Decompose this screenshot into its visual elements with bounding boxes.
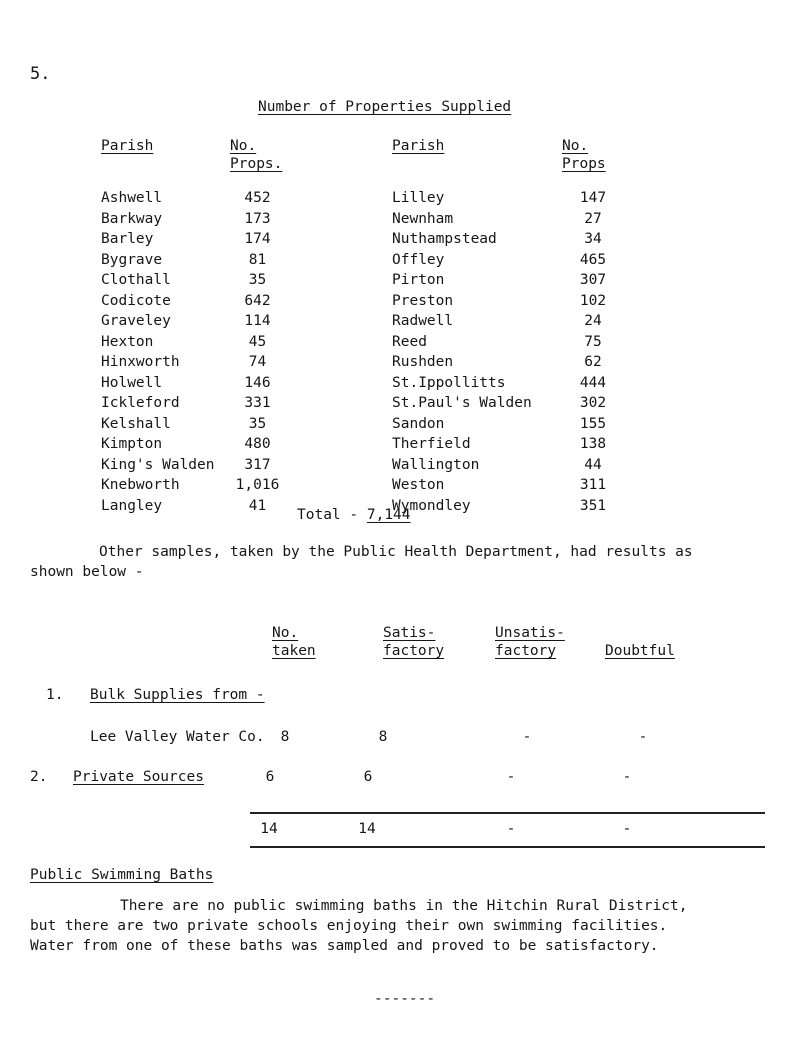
- count-right-cell: 147: [579, 190, 607, 206]
- count-left-cell: 74: [248, 354, 267, 370]
- parish-left-cell: Graveley: [101, 313, 171, 329]
- parish-left-cell: Hinxworth: [101, 354, 180, 370]
- table-row: [0, 312, 800, 333]
- parish-right-cell: Rushden: [392, 354, 454, 370]
- other-samples-intro-line1: Other samples, taken by the Public Health Department, had results as: [99, 544, 693, 560]
- count-left-cell: 45: [248, 333, 267, 350]
- parish-left-cell: Kelshall: [101, 415, 171, 432]
- table-row: [0, 456, 800, 477]
- item2-number: 2.: [30, 769, 48, 785]
- totals-satis-value: 14: [358, 821, 376, 837]
- parish-right-cell: St.Ippollitts: [392, 374, 506, 391]
- table-row: [0, 251, 800, 272]
- totals-bottom-rule: [250, 846, 765, 848]
- count-right-cell: 311: [579, 477, 607, 493]
- end-mark: -------: [374, 991, 436, 1007]
- parish-right-cell: Preston: [392, 292, 454, 309]
- table-row: [0, 394, 800, 415]
- header-no-right: No.: [562, 138, 589, 154]
- parish-left-cell: Barkway: [101, 210, 163, 227]
- total-line: [297, 506, 411, 524]
- count-left-cell: 35: [248, 272, 267, 288]
- item1-unsatis-value: -: [522, 729, 532, 745]
- parish-right-cell: Therfield: [392, 436, 471, 452]
- count-right-cell: 302: [579, 395, 607, 411]
- count-left-cell: 146: [244, 374, 271, 391]
- count-right-cell: 465: [579, 251, 607, 268]
- item1-source: Lee Valley Water Co.: [90, 729, 265, 745]
- table-row: [0, 415, 800, 436]
- item1-doubtful-value: -: [638, 729, 648, 745]
- count-right-cell: 444: [579, 374, 607, 391]
- header-unsatisfactory: factory: [495, 643, 557, 659]
- item1-heading: Bulk Supplies from -: [90, 687, 265, 703]
- parish-left-cell: Langley: [101, 497, 163, 514]
- count-left-cell: 1,016: [235, 477, 280, 493]
- count-left-cell: 480: [244, 436, 271, 452]
- count-left-cell: 452: [244, 190, 271, 206]
- parish-left-cell: Codicote: [101, 292, 171, 309]
- parish-left-cell: Bygrave: [101, 251, 163, 268]
- parish-left-cell: Knebworth: [101, 477, 180, 493]
- swimming-para-line3: Water from one of these baths was sampled and proved to be satisfactory.: [30, 938, 659, 954]
- count-right-cell: 307: [579, 272, 607, 288]
- table-row: [0, 476, 800, 497]
- item2-doubtful-value: -: [622, 769, 632, 785]
- header-satisfactory: factory: [383, 643, 445, 659]
- header-parish-right: Parish: [392, 138, 445, 154]
- count-left-cell: 173: [244, 210, 271, 227]
- header-doubtful: Doubtful: [605, 643, 675, 659]
- swimming-heading: Public Swimming Baths: [30, 867, 214, 883]
- parish-left-cell: Clothall: [101, 272, 171, 288]
- parish-right-cell: Sandon: [392, 415, 445, 432]
- swimming-para-line1: There are no public swimming baths in the Hitchin Rural District,: [120, 898, 688, 914]
- table-row: [0, 292, 800, 313]
- header-satis: Satis-: [383, 625, 436, 641]
- header-parish-left: Parish: [101, 138, 154, 154]
- item2-heading: Private Sources: [73, 769, 204, 785]
- count-right-cell: 62: [584, 354, 602, 370]
- count-right-cell: 27: [584, 210, 602, 227]
- parish-right-cell: St.Paul's Walden: [392, 395, 532, 411]
- count-right-cell: 138: [579, 436, 607, 452]
- totals-no-value: 14: [260, 821, 278, 837]
- header-taken: taken: [272, 643, 316, 659]
- parish-right-cell: Nuthampstead: [392, 231, 497, 247]
- parish-right-cell: Wymondley: [392, 497, 471, 514]
- header-no: No.: [272, 625, 299, 641]
- parish-left-cell: Barley: [101, 231, 154, 247]
- header-props-left: Props.: [230, 156, 283, 172]
- parish-left-cell: King's Walden: [101, 456, 215, 473]
- total-label: Total: [297, 507, 341, 523]
- totals-top-rule: [250, 812, 765, 814]
- parish-right-cell: Radwell: [392, 313, 454, 329]
- count-left-cell: 41: [248, 497, 267, 514]
- count-right-cell: 102: [579, 292, 607, 309]
- count-left-cell: 174: [244, 231, 271, 247]
- table-row: [0, 230, 800, 251]
- item1-number: 1.: [46, 687, 64, 703]
- swimming-para-line2: but there are two private schools enjoying their own swimming facilities.: [30, 918, 668, 934]
- total-dash: -: [349, 507, 359, 523]
- parish-right-cell: Offley: [392, 251, 445, 268]
- table-row: [0, 353, 800, 374]
- parish-right-cell: Weston: [392, 477, 445, 493]
- parish-right-cell: Pirton: [392, 272, 445, 288]
- header-props-right: Props: [562, 156, 606, 172]
- parish-left-cell: Kimpton: [101, 436, 163, 452]
- table-row: [0, 333, 800, 354]
- other-samples-intro-line2: shown below -: [30, 564, 144, 580]
- parish-left-cell: Ickleford: [101, 395, 180, 411]
- count-left-cell: 642: [244, 292, 271, 309]
- parish-right-cell: Lilley: [392, 190, 445, 206]
- total-value: 7,144: [366, 507, 411, 523]
- parish-left-cell: Hexton: [101, 333, 154, 350]
- parish-left-cell: Ashwell: [101, 190, 163, 206]
- table-row: [0, 374, 800, 395]
- count-right-cell: 34: [584, 231, 602, 247]
- table-row: [0, 189, 800, 210]
- count-left-cell: 114: [244, 313, 271, 329]
- parish-left-cell: Holwell: [101, 374, 163, 391]
- count-right-cell: 24: [584, 313, 602, 329]
- parish-right-cell: Wallington: [392, 456, 480, 473]
- item2-no-value: 6: [265, 769, 275, 785]
- table-row: [0, 210, 800, 231]
- header-unsatis: Unsatis-: [495, 625, 565, 641]
- item1-satis-value: 8: [378, 729, 388, 745]
- count-right-cell: 44: [584, 456, 602, 473]
- count-left-cell: 35: [248, 415, 267, 432]
- totals-unsatis-value: -: [506, 821, 516, 837]
- header-no-left: No.: [230, 138, 257, 154]
- table-row: [0, 435, 800, 456]
- properties-table-body: [0, 189, 800, 517]
- parish-right-cell: Newnham: [392, 210, 454, 227]
- page-number: 5.: [30, 64, 51, 84]
- item2-unsatis-value: -: [506, 769, 516, 785]
- item2-satis-value: 6: [363, 769, 373, 785]
- count-right-cell: 75: [584, 333, 602, 350]
- page-title: Number of Properties Supplied: [258, 99, 512, 115]
- count-left-cell: 331: [244, 395, 271, 411]
- parish-right-cell: Reed: [392, 333, 427, 350]
- table-row: [0, 271, 800, 292]
- item1-no-value: 8: [280, 729, 290, 745]
- count-left-cell: 317: [244, 456, 271, 473]
- count-left-cell: 81: [248, 251, 267, 268]
- count-right-cell: 351: [579, 497, 607, 514]
- totals-doubtful-value: -: [622, 821, 632, 837]
- count-right-cell: 155: [579, 415, 607, 432]
